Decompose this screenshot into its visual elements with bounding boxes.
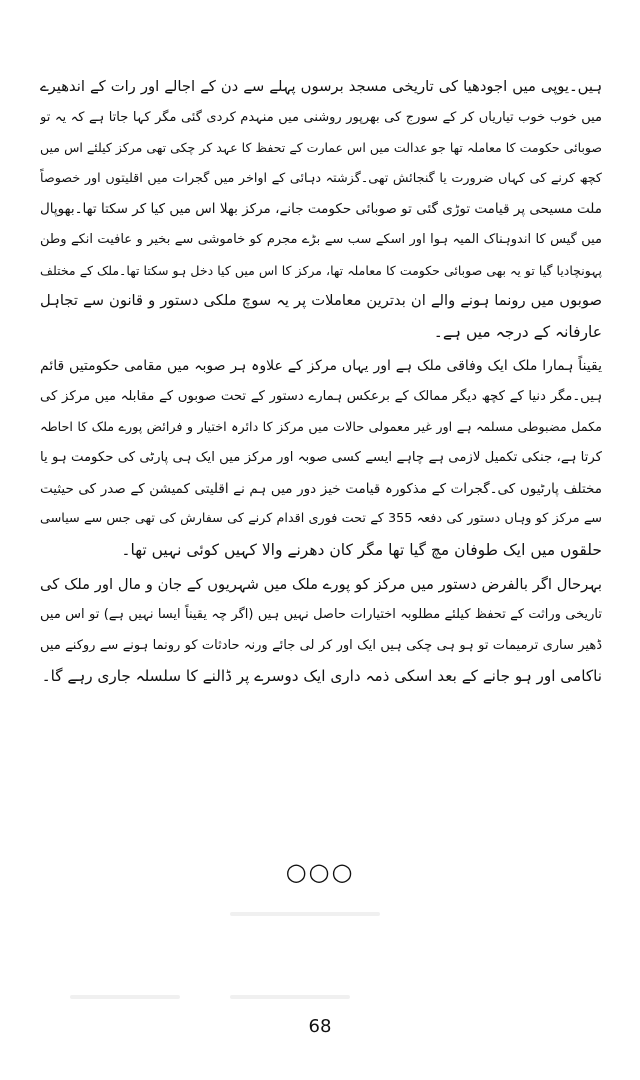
text-line: میں خوب خوب تیاریاں کر کے سورج کی بھرپور روشنی میں منہدم کردی گئی مگر کہا جاتا ہے کہ یہ تو [40,109,602,125]
text-line: صوبوں میں رونما ہونے والے ان بدترین معاملات پر یہ سوچ ملکی دستور و قانون سے تجاہل [40,292,602,310]
text-line: ہیں۔یوپی میں اجودھیا کی تاریخی مسجد برسوں پہلے سے دن کے اجالے اور رات کے اندھیرے [40,78,602,95]
text-line: سے مرکز کو وہاں دستور کی دفعہ 355 کے تحت فوری اقدام کرنے کی سفارش کی تھی جس سے سیاسی [40,511,602,527]
text-line: عارفانہ کے درجہ میں ہے۔ [433,322,602,341]
bleed-through-mark [0,912,640,928]
text-line: کچھ کرنے کی کہاں ضرورت یا گنجائش تھی۔گزشتہ دہائی کے اواخر میں گجرات میں اقلیتوں اور خصوصاً [40,170,602,186]
text-line: صوبائی حکومت کا معاملہ تھا جو عدالت میں اس عمارت کے تحفظ کا عہد کر چکی تھی مرکز کیلئے اس میں [40,140,602,156]
text-line: میں گیس کا اندوہناک المیہ ہوا اور اسکے سب سے بڑے مجرم کو خاموشی سے بخیر و عافیت انکے وطن [40,231,602,247]
paragraph-2 [40,351,602,565]
text-line: یقیناً ہمارا ملک ایک وفاقی ملک ہے اور یہاں مرکز کے علاوہ ہر صوبہ میں مقامی حکومتیں قائم [40,358,602,375]
text-line: پہونچادیا گیا تو یہ بھی صوبائی حکومت کا معاملہ تھا، مرکز کا اس میں کیا دخل ہو سکتا تھا۔ملک کے مختلف [40,262,602,278]
page-number: 68 [308,1016,332,1037]
paragraph-3 [40,570,602,692]
text-line: تاریخی وراثت کے تحفظ کیلئے مطلوبہ اختیارات حاصل نہیں ہیں (اگر چہ یقیناً ایسا نہیں ہے) تو اس میں [40,607,602,623]
text-line: ملت مسیحی پر قیامت توڑی گئی تو صوبائی حکومت جانے، مرکز بھلا اس میں کیا کر سکتا تھا۔بھوپال [40,201,602,218]
text-line: حلقوں میں ایک طوفان مچ گیا تھا مگر کان دھرنے والا کہیں کوئی نہیں تھا۔ [121,540,602,559]
text-line: کرتا ہے، جنکی تکمیل لازمی ہے چاہے ایسے کسی صوبہ اور مرکز میں ایک ہی پارٹی کی حکومت ہو یا [40,450,602,466]
bleed-through-mark [0,995,640,1011]
text-line: ڈھیر ساری ترمیمات تو ہو ہی چکی ہیں ایک اور کر لی جائے ورنہ حادثات کو رونما ہونے سے روکنے میں [40,637,602,653]
paragraph-1 [40,72,602,347]
article-body [40,72,602,692]
text-line: ہیں۔مگر دنیا کے کچھ دیگر ممالک کے برعکس ہمارے دستور کے تحت صوبوں کے مقابلہ میں مرکز کی [40,388,602,404]
section-divider: ○○○ [285,858,355,886]
text-line: مختلف پارٹیوں کی۔گجرات کے مذکورہ قیامت خیز دور میں ہم نے اقلیتی کمیشن کے صدر کی حیثیت [40,480,602,497]
text-line: مکمل مضبوطی مسلمہ ہے اور غیر معمولی حالات میں مرکز کا دائرہ اختیار و فرائض پورے ملک کا احاطہ [40,419,602,435]
text-line: ناکامی اور ہو جانے کے بعد اسکی ذمہ داری ایک دوسرے پر ڈالنے کا سلسلہ جاری رہے گا۔ [41,667,602,686]
text-line: بہرحال اگر بالفرض دستور میں مرکز کو پورے ملک میں شہریوں کے جان و مال اور ملک کی [40,575,602,593]
